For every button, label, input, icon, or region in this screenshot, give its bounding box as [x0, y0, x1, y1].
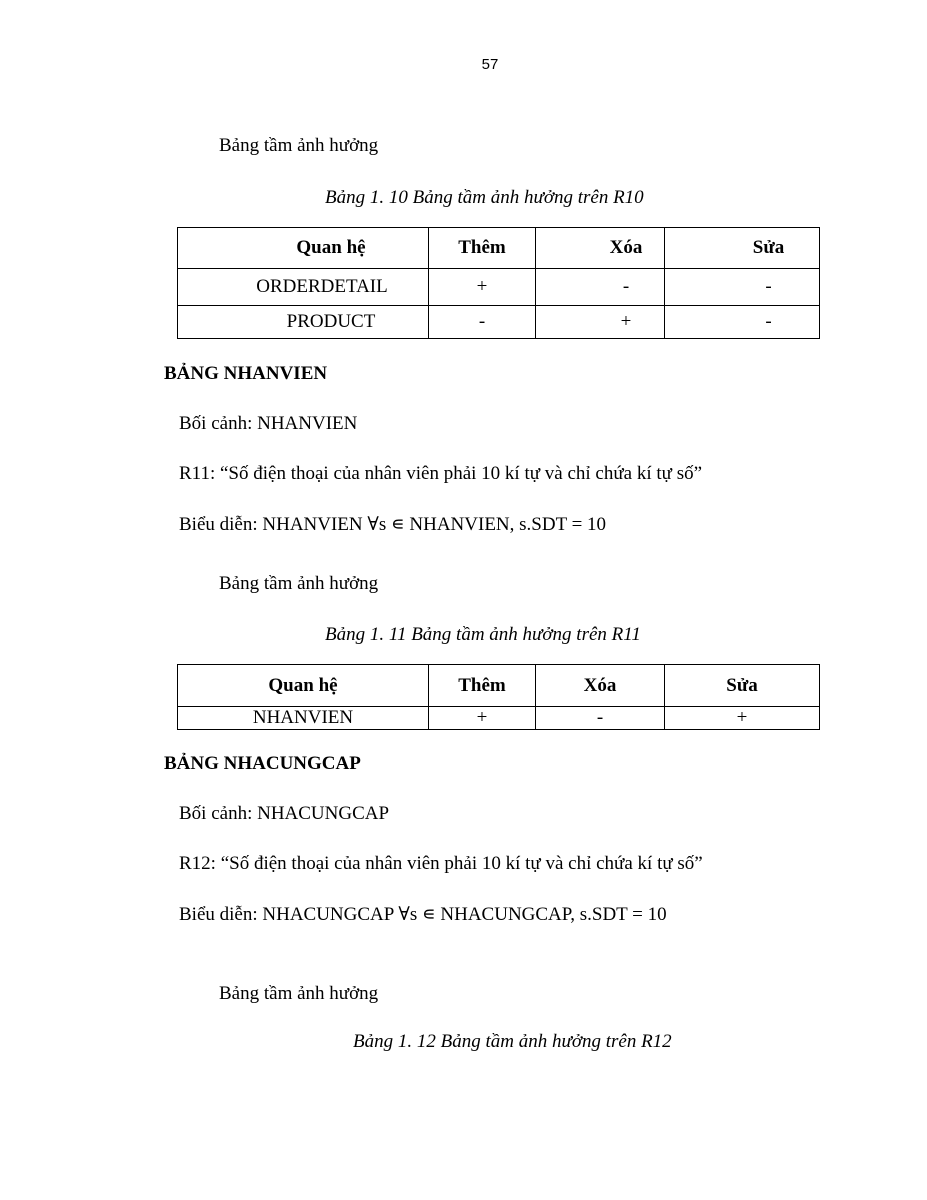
rule-line: R12: “Số điện thoại của nhân viên phải 10 kí tự và chỉ chứa kí tự số”: [179, 853, 703, 874]
table-caption: Bảng 1. 10 Bảng tầm ảnh hưởng trên R10: [325, 187, 644, 208]
impact-table-label: Bảng tầm ảnh hưởng: [219, 573, 379, 594]
impact-table-label: Bảng tầm ảnh hưởng: [219, 135, 379, 156]
impact-table-label: Bảng tầm ảnh hưởng: [219, 983, 379, 1004]
column-header: Thêm: [429, 665, 536, 707]
table-cell: -: [536, 269, 665, 306]
column-header: Sửa: [665, 665, 820, 707]
impact-table-r11: [177, 664, 820, 730]
column-header: Xóa: [536, 665, 665, 707]
table-cell: NHANVIEN: [178, 707, 429, 730]
table-cell: +: [429, 707, 536, 730]
column-header: Thêm: [429, 228, 536, 269]
column-header: Sửa: [665, 228, 820, 269]
table-cell: PRODUCT: [178, 306, 429, 339]
table-header-row: [178, 228, 820, 269]
table-cell: +: [536, 306, 665, 339]
table-row: [178, 707, 820, 730]
section-heading: BẢNG NHANVIEN: [164, 363, 328, 384]
table-caption: Bảng 1. 12 Bảng tầm ảnh hưởng trên R12: [353, 1031, 672, 1052]
column-header: Quan hệ: [178, 228, 429, 269]
table-cell: -: [665, 269, 820, 306]
expression-line: Biểu diễn: NHANVIEN ∀s ∊ NHANVIEN, s.SDT = 10: [179, 514, 607, 535]
table-caption: Bảng 1. 11 Bảng tầm ảnh hưởng trên R11: [325, 624, 641, 645]
table-cell: -: [665, 306, 820, 339]
expression-line: Biểu diễn: NHACUNGCAP ∀s ∊ NHACUNGCAP, s.SDT = 10: [179, 904, 667, 925]
table-cell: -: [536, 707, 665, 730]
column-header: Xóa: [536, 228, 665, 269]
table-header-row: [178, 665, 820, 707]
table-row: [178, 269, 820, 306]
context-line: Bối cảnh: NHANVIEN: [179, 413, 358, 434]
table-cell: +: [665, 707, 820, 730]
rule-line: R11: “Số điện thoại của nhân viên phải 10 kí tự và chỉ chứa kí tự số”: [179, 463, 703, 484]
page-number: 57: [481, 56, 499, 73]
column-header: Quan hệ: [178, 665, 429, 707]
table-cell: ORDERDETAIL: [178, 269, 429, 306]
table-cell: -: [429, 306, 536, 339]
table-cell: +: [429, 269, 536, 306]
context-line: Bối cảnh: NHACUNGCAP: [179, 803, 390, 824]
impact-table-r10: [177, 227, 820, 339]
section-heading: BẢNG NHACUNGCAP: [164, 753, 361, 774]
table-row: [178, 306, 820, 339]
